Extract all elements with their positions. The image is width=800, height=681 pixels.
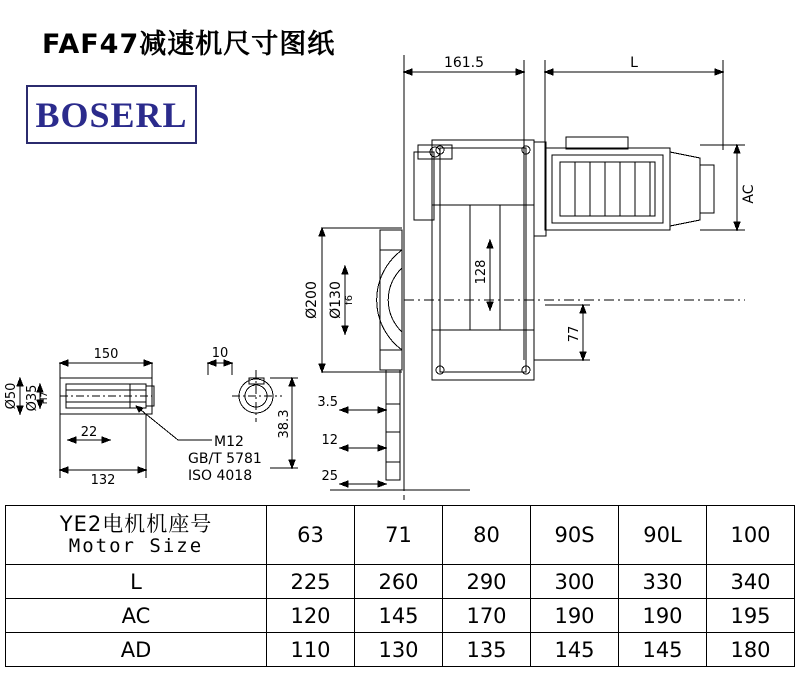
cell-AC-5: 195 (707, 599, 795, 633)
cell-AC-1: 145 (355, 599, 443, 633)
dim-77: 77 (567, 325, 582, 343)
table-header-motor-size (6, 506, 267, 565)
dim-128: 128 (474, 259, 489, 285)
cell-AD-3: 145 (531, 633, 619, 667)
dim-22: 22 (80, 425, 98, 440)
page-title: FAF47减速机尺寸图纸 (42, 29, 336, 60)
dim-d50: Ø50 (4, 382, 19, 410)
dim-3-5: 3.5 (317, 395, 338, 410)
dim-d130: Ø130 (328, 281, 344, 319)
spec-table (5, 505, 795, 667)
row-label-AD: AD (6, 633, 267, 667)
table-col-5: 100 (707, 506, 795, 565)
dim-d35-tol: H7 (40, 391, 50, 405)
table-row (6, 599, 795, 633)
row-label-AC: AC (6, 599, 267, 633)
dim-d35: Ø35 (25, 384, 40, 412)
dim-25: 25 (321, 469, 338, 484)
dim-132: 132 (90, 473, 116, 488)
cell-AC-3: 190 (531, 599, 619, 633)
cell-AD-4: 145 (619, 633, 707, 667)
dim-12: 12 (321, 433, 338, 448)
callout-m12: M12 (214, 434, 244, 450)
table-col-4: 90L (619, 506, 707, 565)
cell-L-1: 260 (355, 565, 443, 599)
dim-150: 150 (93, 347, 119, 362)
cell-L-4: 330 (619, 565, 707, 599)
table-row (6, 633, 795, 667)
table-col-3: 90S (531, 506, 619, 565)
cell-L-2: 290 (443, 565, 531, 599)
table-row (6, 565, 795, 599)
row-label-L: L (6, 565, 267, 599)
cell-L-5: 340 (707, 565, 795, 599)
cell-AD-5: 180 (707, 633, 795, 667)
logo-text: BOSERL (35, 94, 188, 135)
table-header-cn: YE2电机机座号 (59, 512, 213, 536)
table-col-2: 80 (443, 506, 531, 565)
table-header-row (6, 506, 795, 565)
table-col-0: 63 (267, 506, 355, 565)
dim-10: 10 (211, 346, 229, 361)
cell-AC-4: 190 (619, 599, 707, 633)
dim-38-3: 38.3 (277, 409, 292, 439)
callout-iso: ISO 4018 (188, 468, 253, 484)
dim-d130-tol: f6 (344, 295, 355, 305)
cell-AC-0: 120 (267, 599, 355, 633)
dim-d200: Ø200 (304, 281, 320, 319)
cell-L-0: 225 (267, 565, 355, 599)
callout-gbt: GB/T 5781 (188, 451, 262, 467)
cell-AD-0: 110 (267, 633, 355, 667)
cell-AC-2: 170 (443, 599, 531, 633)
dim-L: L (630, 55, 638, 71)
table-header-en: Motor Size (68, 535, 204, 558)
cell-L-3: 300 (531, 565, 619, 599)
dim-AC: AC (741, 184, 757, 204)
cell-AD-1: 130 (355, 633, 443, 667)
table-col-1: 71 (355, 506, 443, 565)
dim-161-5: 161.5 (443, 55, 485, 71)
cell-AD-2: 135 (443, 633, 531, 667)
